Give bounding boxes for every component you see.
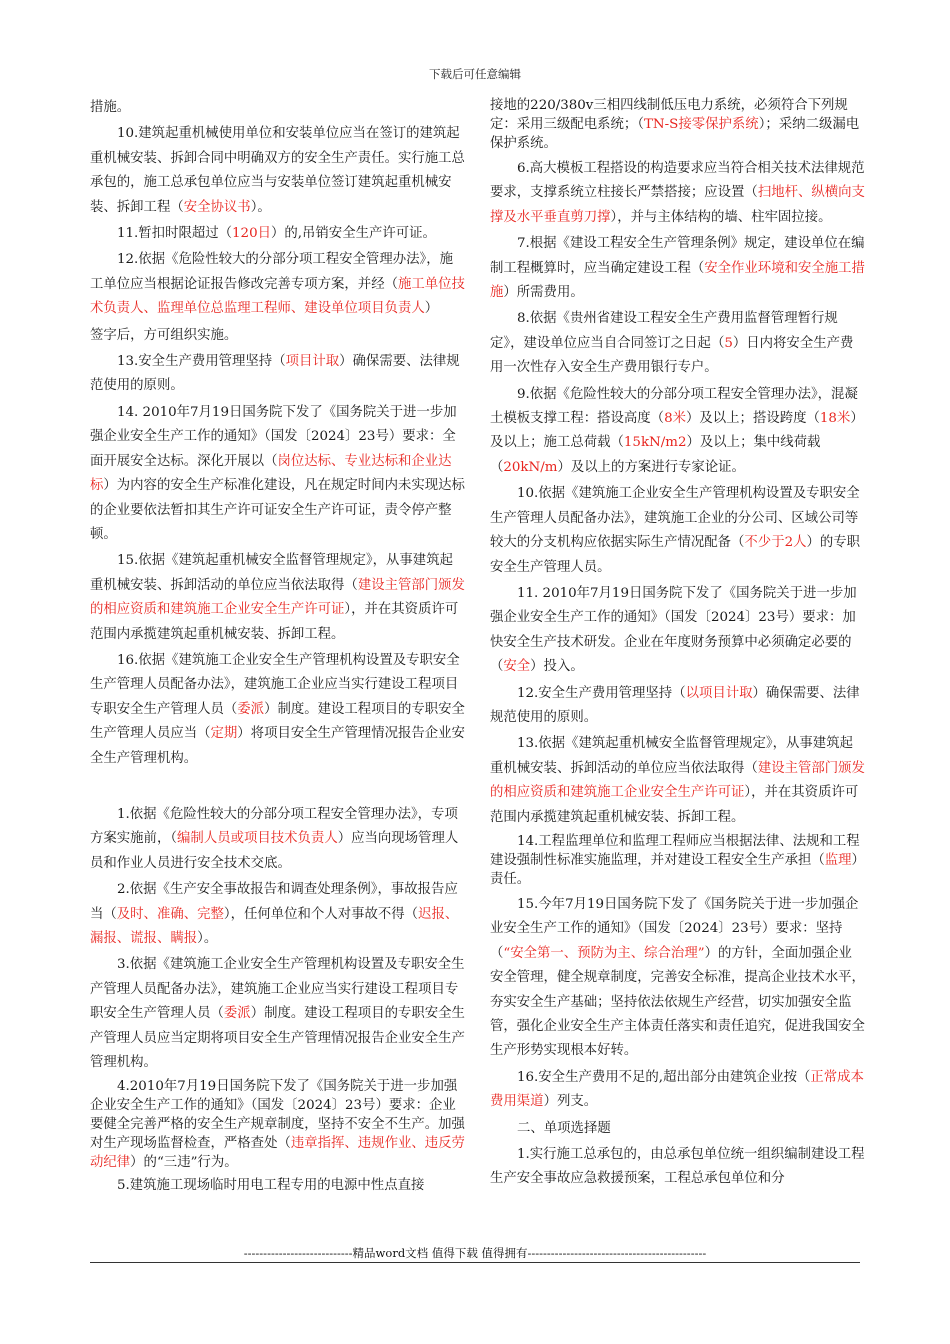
answer-text: 以项目计取 — [685, 685, 753, 701]
body-text: ）及以上；搭设跨度（ — [686, 411, 820, 427]
body-text: 15.依据《建筑起重机械安全监督管理规定》，从事建筑起重机械安装、拆卸活动的单位应当依法取得（ — [90, 553, 453, 593]
body-text: 15.今年7月19日国务院下发了《国务院关于进一步加强企业安全生产工作的通知》（国发〔2024〕23号）要求：坚持（ — [490, 896, 859, 961]
paragraph — [490, 157, 865, 230]
answer-text: “安全第一、预防为主、综合治理” — [503, 945, 705, 961]
body-text: ）。 — [250, 199, 271, 215]
answer-text: 岗位达标、专业达标和企业达标 — [90, 453, 452, 494]
body-text: ）为内容的安全生产标准化建设，凡在规定时间内未实现达标的企业要依法暂扣其生产许可证安全生产许可证，责令停产整顿。 — [90, 478, 465, 542]
body-text: ）将项目安全生产管理情况报告企业安全生产管理机构。 — [90, 726, 465, 766]
answer-text: 施工单位技术负责人、监理单位总监理工程师、建设单位项目负责人 — [90, 276, 465, 317]
body-text: 4.2010年7月19日国务院下发了《国务院关于进一步加强企业安全生产工作的通知》（国发〔2024〕23号）要求：企业要健全完善严格的安全生产规章制度，坚持不安全不生产。加强对生产现场监督检查，严格查处（ — [90, 1079, 465, 1152]
body-text: 11. 2010年7月19日国务院下发了《国务院关于进一步加强企业安全生产工作的通知》（国发〔2024〕23号）要求：加快安全生产技术研发。企业在年度财务预算中必须确定必要的（ — [490, 585, 857, 675]
body-text: 13.依据《建筑起重机械安全监督管理规定》，从事建筑起重机械安装、拆卸活动的单位应当依法取得（ — [490, 736, 853, 776]
footer-rule — [90, 1262, 860, 1263]
paragraph — [90, 324, 465, 348]
body-text: 16.安全生产费用不足的,超出部分由建筑企业按（ — [517, 1069, 811, 1085]
body-text: ），并与主体结构的墙、柱牢固拉接。 — [610, 209, 832, 225]
paragraph — [490, 307, 865, 380]
paragraph — [490, 582, 865, 680]
body-text: 13.安全生产费用管理坚持（ — [117, 354, 286, 370]
answer-text: 委派 — [237, 701, 265, 717]
body-text: 接地的220/380v三相四线制低压电力系统，必须符合下列规定：采用三级配电系统；（ — [490, 98, 848, 132]
answer-text: 及时、准确、完整 — [116, 906, 224, 922]
left-column — [90, 96, 465, 1199]
paragraph — [490, 482, 865, 580]
body-text: 二、单项选择题 — [517, 1120, 611, 1136]
paragraph — [90, 350, 465, 399]
answer-text: 18米 — [819, 411, 851, 427]
body-text: 14.工程监理单位和监理工程师应当根据法律、法规和工程建设强制性标准实施监理，并对建设工程安全生产承担（ — [490, 833, 860, 868]
body-text: 11.暂扣时限超过（ — [117, 226, 233, 242]
paragraph — [490, 383, 865, 481]
body-text: 1.依据《危险性较大的分部分项工程安全管理办法》，专项方案实施前，（ — [90, 806, 458, 847]
body-text: ）的,吊销安全生产许可证。 — [270, 226, 436, 242]
paragraph — [490, 96, 865, 153]
page-footer: ----------------------------精品word文档 值得下载 值得拥有---------------------------------------------- — [243, 1246, 707, 1260]
body-text: 5.建筑施工现场临时用电工程专用的电源中性点直接 — [117, 1178, 425, 1194]
body-text: ），任何单位和个人对事故不得（ — [223, 906, 419, 922]
body-text: 6.高大模板工程搭设的构造要求应当符合相关技术法律规范要求，支撑系统立柱接长严禁搭接；应设置（ — [490, 161, 865, 201]
body-text: ）的专职安全生产管理人员。 — [490, 535, 861, 575]
body-text: 16.依据《建筑施工企业安全生产管理机构设置及专职安全生产管理人员配备办法》，建筑施工企业应当实行建设工程项目专职安全生产管理人员（ — [90, 652, 460, 717]
right-column — [490, 96, 865, 1194]
answer-text: 扫地杆、纵横向支撑及水平垂直剪刀撑 — [490, 185, 865, 225]
body-text: ）确保需要、法律规范使用的原则。 — [90, 354, 460, 394]
body-text: 2.依据《生产安全事故报告和调查处理条例》，事故报告应当（ — [90, 882, 458, 922]
paragraph — [490, 1143, 865, 1192]
answer-text: 违章指挥、违规作业、违反劳动纪律 — [90, 1136, 465, 1171]
paragraph — [90, 96, 465, 120]
body-text: ）及以上的方案进行专家论证。 — [557, 459, 745, 475]
paragraph — [90, 878, 465, 951]
page-header: 下载后可任意编辑 — [429, 67, 521, 81]
answer-text: 120日 — [232, 226, 271, 242]
answer-text: 建设主管部门颁发的相应资质和建筑施工企业安全生产许可证 — [490, 760, 865, 801]
body-text: 签字后，方可组织实施。 — [90, 327, 238, 343]
answer-text: 项目计取 — [285, 354, 340, 370]
answer-text: 安全协议书 — [183, 199, 251, 215]
body-text: 10.建筑起重机械使用单位和安装单位应当在签订的建筑起重机械安装、拆卸合同中明确双方的安全生产责任。实行施工总承包的，施工总承包单位应当与安装单位签订建筑起重机械安装、拆卸工程（ — [90, 126, 465, 215]
body-text: 7.根据《建设工程安全生产管理条例》规定，建设单位在编制工程概算时，应当确定建设工程（ — [490, 236, 865, 276]
body-text: ）的“三违”行为。 — [130, 1155, 238, 1171]
answer-text: 15kN/m2 — [623, 435, 687, 451]
paragraph — [490, 1117, 865, 1141]
body-text: 8.依据《贵州省建设工程安全生产费用监督管理暂行规定》，建设单位应当自合同签订之日起（ — [490, 311, 838, 351]
body-text: ）的方针，全面加强企业安全管理，健全规章制度，完善安全标准，提高企业技术水平，夯实安全生产基础；坚持依法依规生产经营，切实加强安全监管，强化企业安全生产主体责任落实和责任追究，促进我国安全生产形势实现根本好转。 — [490, 945, 865, 1059]
body-text: ）制度。建设工程项目的专职安全生产管理人员应当定期将项目安全生产管理情况报告企业安全生产管理机构。 — [90, 1006, 465, 1071]
answer-text: 建设主管部门颁发的相应资质和建筑施工企业安全生产许可证 — [90, 577, 465, 618]
body-text: ）；采纳二级漏电保护系统。 — [490, 117, 860, 151]
paragraph — [90, 803, 465, 876]
body-text: ）确保需要、法律规范使用的原则。 — [490, 685, 860, 725]
answer-text: 正常成本费用渠道 — [490, 1069, 864, 1110]
paragraph — [490, 232, 865, 305]
body-text: 1.实行施工总承包的，由总承包单位统一组织编制建设工程生产安全事故应急救援预案，工程总承包单位和分 — [490, 1147, 865, 1187]
answer-text: 8米 — [664, 411, 686, 427]
body-text: ），并在其资质许可范围内承揽建筑起重机械安装、拆卸工程。 — [490, 785, 859, 825]
body-text: ）及以上；集中线荷载（ — [490, 435, 821, 475]
paragraph — [90, 1176, 465, 1195]
paragraph — [90, 1077, 465, 1172]
answer-text: 迟报、漏报、谎报、瞒报 — [90, 906, 459, 946]
body-text: 3.依据《建筑施工企业安全生产管理机构设置及专职安全生产管理人员配备办法》，建筑施工企业应当实行建设工程项目专职安全生产管理人员（ — [90, 957, 465, 1022]
answer-text: 安全作业环境和安全施工措施 — [490, 260, 865, 301]
body-text: ）责任。 — [490, 852, 865, 887]
section-gap — [90, 773, 465, 803]
body-text: ）列支。 — [543, 1094, 598, 1110]
paragraph — [490, 1066, 865, 1115]
answer-text: 编制人员或项目技术负责人 — [177, 831, 338, 847]
paragraph — [490, 682, 865, 731]
body-text: ）应当向现场管理人员和作业人员进行安全技术交底。 — [90, 831, 459, 871]
paragraph — [90, 549, 465, 647]
body-text: 10.依据《建筑施工企业安全生产管理机构设置及专职安全生产管理人员配备办法》，建筑施工企业的分公司、区域公司等较大的分支机构应依据实际生产情况配备（ — [490, 486, 860, 551]
paragraph — [90, 248, 465, 321]
paragraph — [90, 649, 465, 771]
paragraph — [490, 832, 865, 889]
paragraph — [490, 893, 865, 1064]
body-text: ），并在其资质许可范围内承揽建筑起重机械安装、拆卸工程。 — [90, 602, 459, 642]
answer-text: TN-S接零保护系统 — [644, 117, 759, 132]
body-text: ） — [424, 301, 439, 317]
answer-text: 委派 — [223, 1006, 251, 1022]
paragraph — [490, 732, 865, 830]
answer-text: 监理 — [824, 852, 852, 868]
answer-text: 不少于2人 — [744, 535, 807, 551]
paragraph — [90, 401, 465, 547]
body-text: ）制度。建设工程项目的专职安全生产管理人员应当（ — [90, 701, 465, 742]
answer-text: 定期 — [210, 726, 238, 742]
body-text: 12.依据《危险性较大的分部分项工程安全管理办法》，施工单位应当根据论证报告修改完善专项方案，并经（ — [90, 252, 453, 292]
body-text: ）投入。 — [530, 659, 584, 675]
body-text: ）所需费用。 — [503, 285, 584, 301]
body-text: ）。 — [197, 931, 218, 946]
body-text: 措施。 — [90, 100, 131, 115]
body-text: ）日内将安全生产费用一次性存入安全生产费用银行专户。 — [490, 335, 854, 376]
body-text: 9.依据《危险性较大的分部分项工程安全管理办法》，混凝土模板支撑工程：搭设高度（ — [490, 386, 858, 427]
paragraph — [90, 222, 465, 246]
paragraph — [90, 122, 465, 220]
body-text: 12.安全生产费用管理坚持（ — [517, 685, 686, 701]
answer-text: 5 — [724, 335, 733, 351]
answer-text: 20kN/m — [503, 459, 558, 475]
paragraph — [90, 953, 465, 1075]
body-text: ）及以上；施工总荷载（ — [490, 411, 864, 451]
body-text: 14. 2010年7月19日国务院下发了《国务院关于进一步加强企业安全生产工作的通知》（国发〔2024〕23号）要求：全面开展安全达标。深化开展以（ — [90, 404, 457, 469]
answer-text: 安全 — [503, 659, 531, 675]
